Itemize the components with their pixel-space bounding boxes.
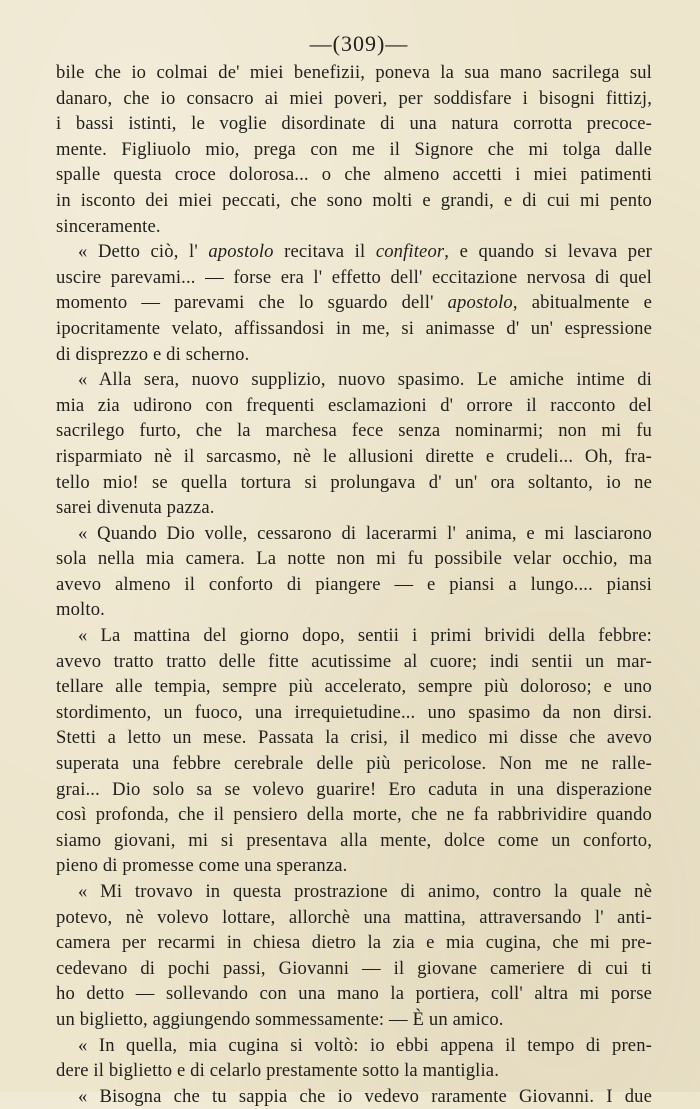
text-line: avevo almeno il conforto di piangere — e piansi a lungo.... piansi — [56, 573, 652, 595]
text-line: bile che io colmai de' miei benefizii, poneva la sua mano sacrilega sul — [56, 62, 652, 83]
text-line: un biglietto, aggiungendo sommessamente: — È un amico. — [56, 1008, 504, 1030]
text-line: sacrilego furto, che la marchesa fece senza nominarmi; non mi fu — [56, 420, 652, 442]
text-line: sola nella mia camera. La notte non mi fu possibile velar occhio, ma — [56, 548, 652, 570]
text-line: ho detto — sollevando con una mano la portiera, coll' altra mi porse — [56, 983, 652, 1005]
page-number: —(309)— — [309, 31, 409, 56]
text-line: tellare alle tempia, sempre più accelerato, sempre più doloroso; e uno — [56, 676, 652, 698]
text-line: sarei divenuta pazza. — [56, 497, 215, 519]
text-line: di disprezzo e di scherno. — [56, 343, 250, 365]
text-line: dere il biglietto e di celarlo prestamente sotto la mantiglia. — [56, 1060, 500, 1082]
text-line: « Mi trovavo in questa prostrazione di animo, contro la quale nè — [78, 881, 652, 902]
text-line: mia zia udirono con frequenti esclamazioni d' orrore il racconto del — [56, 394, 652, 416]
text-line: « Alla sera, nuovo supplizio, nuovo spasimo. Le amiche intime di — [78, 369, 652, 391]
text-line: spalle questa croce dolorosa... o che almeno accetti i miei patimenti — [56, 164, 652, 186]
text-line: avevo tratto tratto delle fitte acutissime al cuore; indi sentii un mar- — [56, 650, 652, 672]
text-line: tello mio! se quella tortura si prolungava d' un' ora soltanto, io ne — [56, 471, 652, 493]
text-line: cedevano di pochi passi, Giovanni — il giovane cameriere di cui ti — [56, 957, 652, 979]
body-text — [56, 60, 652, 1109]
text-line: momento — parevami che lo sguardo dell' apostolo, abitualmente e — [56, 292, 652, 314]
text-line: siamo giovani, mi si presentava alla mente, dolce come un conforto, — [56, 829, 652, 851]
text-line: ipocritamente velato, affissandosi in me, si animasse d' un' espressione — [56, 317, 652, 339]
text-line: « Detto ciò, l' apostolo recitava il confiteor, e quando si levava per — [78, 241, 653, 263]
text-line: « Bisogna che tu sappia che io vedevo raramente Giovanni. I due — [78, 1085, 652, 1107]
text-line: « Quando Dio volle, cessarono di lacerarmi l' anima, e mi lasciarono — [78, 522, 652, 544]
text-line: camera per recarmi in chiesa dietro la zia e mia cugina, che mi pre- — [56, 932, 652, 954]
text-line: potevo, nè volevo lottare, allorchè una mattina, attraversando l' anti- — [56, 906, 652, 928]
text-line: i bassi istinti, le voglie disordinate di una natura corrotta precoce- — [56, 113, 652, 135]
book-page — [56, 30, 652, 1109]
text-line: mente. Figliuolo mio, prega con me il Signore che mi tolga dalle — [56, 138, 652, 160]
text-line: stordimento, un fuoco, una irrequietudine... uno spasimo da non dirsi. — [56, 701, 652, 723]
text-line: in isconto dei miei peccati, che sono molti e grandi, e di cui mi pento — [56, 189, 652, 211]
text-line: « In quella, mia cugina si voltò: io ebbi appena il tempo di pren- — [78, 1034, 652, 1056]
text-line: superata una febbre cerebrale delle più pericolose. Non me ne ralle- — [56, 753, 652, 775]
text-line: uscire parevami... — forse era l' effetto dell' eccitazione nervosa di quel — [56, 266, 652, 288]
text-line: Stetti a letto un mese. Passata la crisi, il medico mi disse che avevo — [56, 727, 652, 749]
text-line: danaro, che io consacro ai miei poveri, per soddisfare i bisogni fittizj, — [56, 87, 652, 109]
text-line: grai... Dio solo sa se volevo guarire! Ero caduta in una disperazione — [56, 778, 652, 800]
text-line: pieno di promesse come una speranza. — [56, 855, 348, 877]
text-line: così profonda, che il pensiero della morte, che ne fa rabbrividire quando — [56, 804, 652, 826]
text-line: risparmiato nè il sarcasmo, nè le allusioni dirette e crudeli... Oh, fra- — [56, 445, 652, 467]
text-line: sinceramente. — [56, 215, 161, 237]
text-line: « La mattina del giorno dopo, sentii i primi brividi della febbre: — [78, 625, 652, 647]
text-line: molto. — [56, 599, 105, 621]
